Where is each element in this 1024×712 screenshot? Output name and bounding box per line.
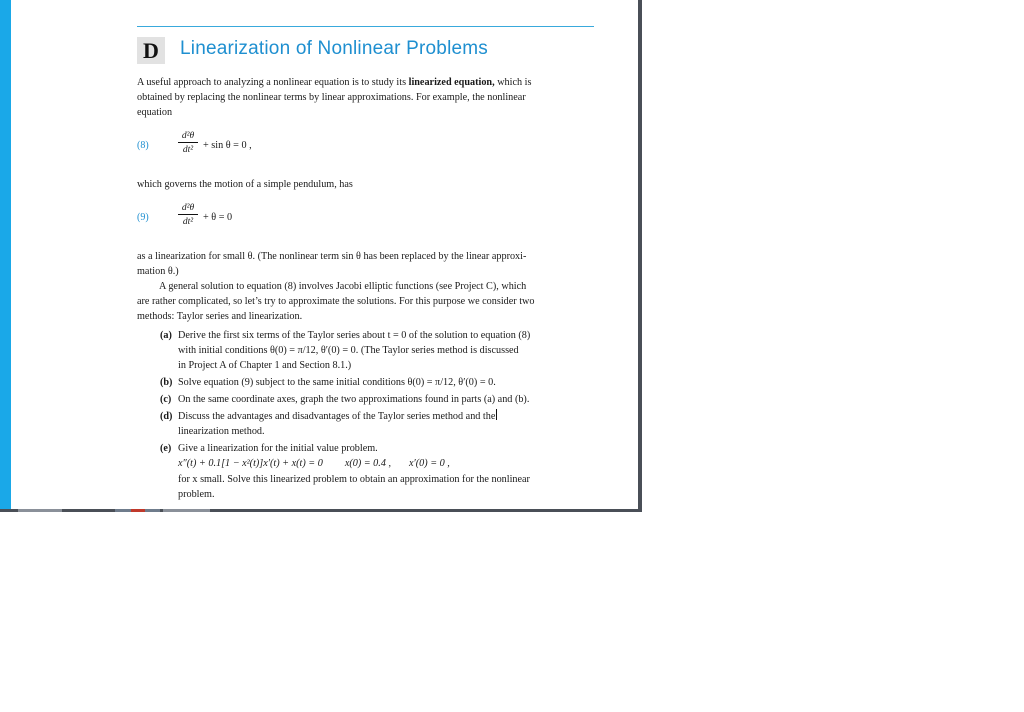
scroll-tab-2[interactable] [115, 509, 160, 512]
eq8-numerator: d²θ [178, 131, 198, 143]
ode-ic1: x(0) = 0.4 , [344, 458, 392, 469]
scroll-tab-1[interactable] [18, 509, 62, 512]
scroll-tab-3[interactable] [163, 509, 210, 512]
eq9-rest: + θ = 0 [203, 212, 233, 223]
text-cursor [496, 409, 497, 420]
list-item-d [160, 409, 600, 439]
active-indicator [131, 509, 145, 512]
item-a-line-3: in Project A of Chapter 1 and Section 8.1.) [178, 360, 352, 371]
after-line-4: are rather complicated, so let’s try to approximate the solutions. For this purpose we consider two [137, 296, 535, 307]
left-accent-bar [0, 0, 11, 509]
ode-line [178, 456, 600, 472]
item-e-line-1: Give a linearization for the initial value problem. [178, 443, 378, 454]
item-b-label: (b) [160, 377, 173, 388]
item-c-line-1: On the same coordinate axes, graph the two approximations found in parts (a) and (b). [178, 394, 530, 405]
item-b-line-1: Solve equation (9) subject to the same initial conditions θ(0) = π/12, θ′(0) = 0. [178, 377, 496, 388]
item-d-text-1: Discuss the advantages and disadvantages of the Taylor series method and the [178, 411, 496, 422]
eq8-rest: + sin θ = 0 , [203, 140, 252, 151]
exercise-list [160, 328, 600, 502]
page-right-border [638, 0, 642, 512]
after-line-3: A general solution to equation (8) involves Jacobi elliptic functions (see Project C), which [159, 281, 527, 292]
mid-line: which governs the motion of a simple pendulum, has [137, 179, 353, 190]
item-d-label: (d) [160, 411, 173, 422]
linearized-term: linearized equation, [408, 77, 495, 88]
item-e-after-1: for x small. Solve this linearized problem to obtain an approximation for the nonlinear [178, 474, 530, 485]
page-bottom-border [0, 509, 642, 512]
intro-line-2: obtained by replacing the nonlinear terms by linear approximations. For example, the nonlinear [137, 92, 526, 103]
list-item-a [160, 328, 600, 373]
intro-line-1 [137, 75, 597, 90]
ode-ic2: x′(0) = 0 , [409, 458, 450, 469]
item-e-after-2: problem. [178, 489, 215, 500]
eq9-fraction [178, 203, 198, 227]
after-line-5: methods: Taylor series and linearization. [137, 311, 303, 322]
eq9-denominator: dt² [182, 217, 194, 227]
intro-paragraph [137, 75, 597, 120]
item-a-label: (a) [160, 330, 172, 341]
item-e-label: (e) [160, 443, 172, 454]
intro-text-b: which is [494, 77, 532, 88]
eq9-number: (9) [137, 212, 149, 223]
list-item-b [160, 375, 600, 390]
eq8-denominator: dt² [182, 145, 194, 155]
item-d-line-2: linearization method. [178, 426, 265, 437]
after-paragraph [137, 249, 597, 324]
list-item-e [160, 441, 600, 502]
eq8-fraction [178, 131, 198, 155]
list-item-c [160, 392, 600, 407]
item-c-label: (c) [160, 394, 172, 405]
ode-equation: x″(t) + 0.1[1 − x²(t)]x′(t) + x(t) = 0 [178, 458, 323, 469]
section-title: Linearization of Nonlinear Problems [180, 38, 488, 59]
section-letter: D [137, 37, 165, 64]
section-rule [137, 26, 594, 27]
item-a-line-1: Derive the first six terms of the Taylor series about t = 0 of the solution to equation (8) [178, 330, 531, 341]
eq8-number: (8) [137, 140, 149, 151]
item-d-line-1 [178, 409, 600, 424]
eq9-numerator: d²θ [178, 203, 198, 215]
item-a-line-2: with initial conditions θ(0) = π/12, θ′(0) = 0. (The Taylor series method is discussed [178, 345, 519, 356]
mid-paragraph [137, 177, 597, 192]
intro-line-3: equation [137, 107, 173, 118]
after-line-1: as a linearization for small θ. (The nonlinear term sin θ has been replaced by the linear approxi- [137, 251, 527, 262]
intro-text-a: A useful approach to analyzing a nonlinear equation is to study its [137, 77, 409, 88]
after-line-2: mation θ.) [137, 266, 179, 277]
